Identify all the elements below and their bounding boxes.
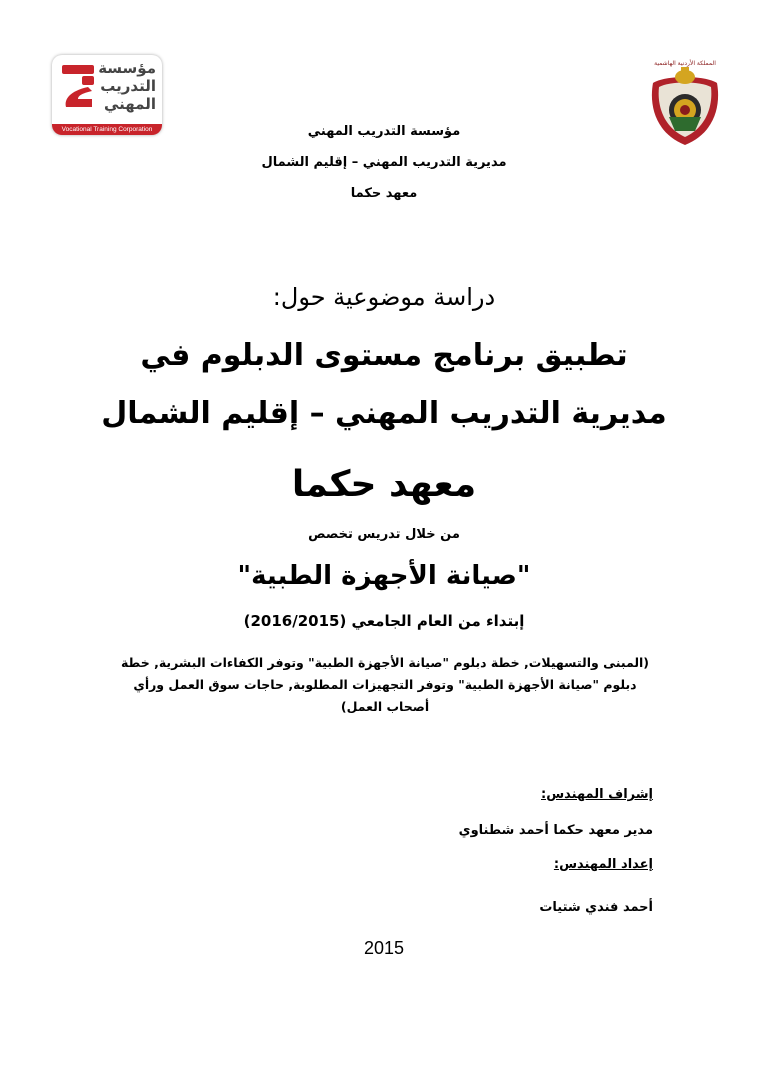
study-intro: دراسة موضوعية حول: <box>272 283 496 311</box>
supervision-value: مدير معهد حكما أحمد شطناوي <box>458 823 653 838</box>
prepared-value: أحمد فندي شتيات <box>539 900 653 915</box>
coat-of-arms-caption: المملكة الأردنية الهاشمية <box>654 60 716 67</box>
organization-name: مؤسسة التدريب المهني <box>307 124 461 139</box>
title-line-1: تطبيق برنامج مستوى الدبلوم في <box>140 338 628 373</box>
start-year: إبتداء من العام الجامعي (2016/2015) <box>243 612 525 630</box>
criteria-paragraph: (المبنى والتسهيلات, خطة دبلوم "صيانة الأجهزة الطبية" وتوفر الكفاءات البشرية, خطة دبلوم "صيانة الأجهزة الطبية" وتوفر التجهيزات المطلوبة, حاجات سوق العمل ورأي أصحاب العمل) <box>120 655 650 714</box>
specialty-label: من خلال تدريس تخصص <box>308 527 460 542</box>
document-year: 2015 <box>363 938 405 958</box>
vtc-logo-arabic-text: مؤسسة التدريب المهني <box>98 59 156 113</box>
vtc-logo-english-text: Vocational Training Corporation <box>52 124 162 135</box>
prepared-label: إعداد المهندس: <box>553 857 653 872</box>
institute-name: معهد حكما <box>350 186 418 201</box>
vtc-logo <box>52 55 162 135</box>
directorate-name: مديرية التدريب المهني – إقليم الشمال <box>261 155 507 170</box>
supervision-label: إشراف المهندس: <box>541 787 653 802</box>
specialty-name: "صيانة الأجهزة الطبية" <box>237 561 531 591</box>
title-line-3: معهد حكما <box>291 464 477 505</box>
title-line-2: مديرية التدريب المهني – إقليم الشمال <box>101 396 667 431</box>
